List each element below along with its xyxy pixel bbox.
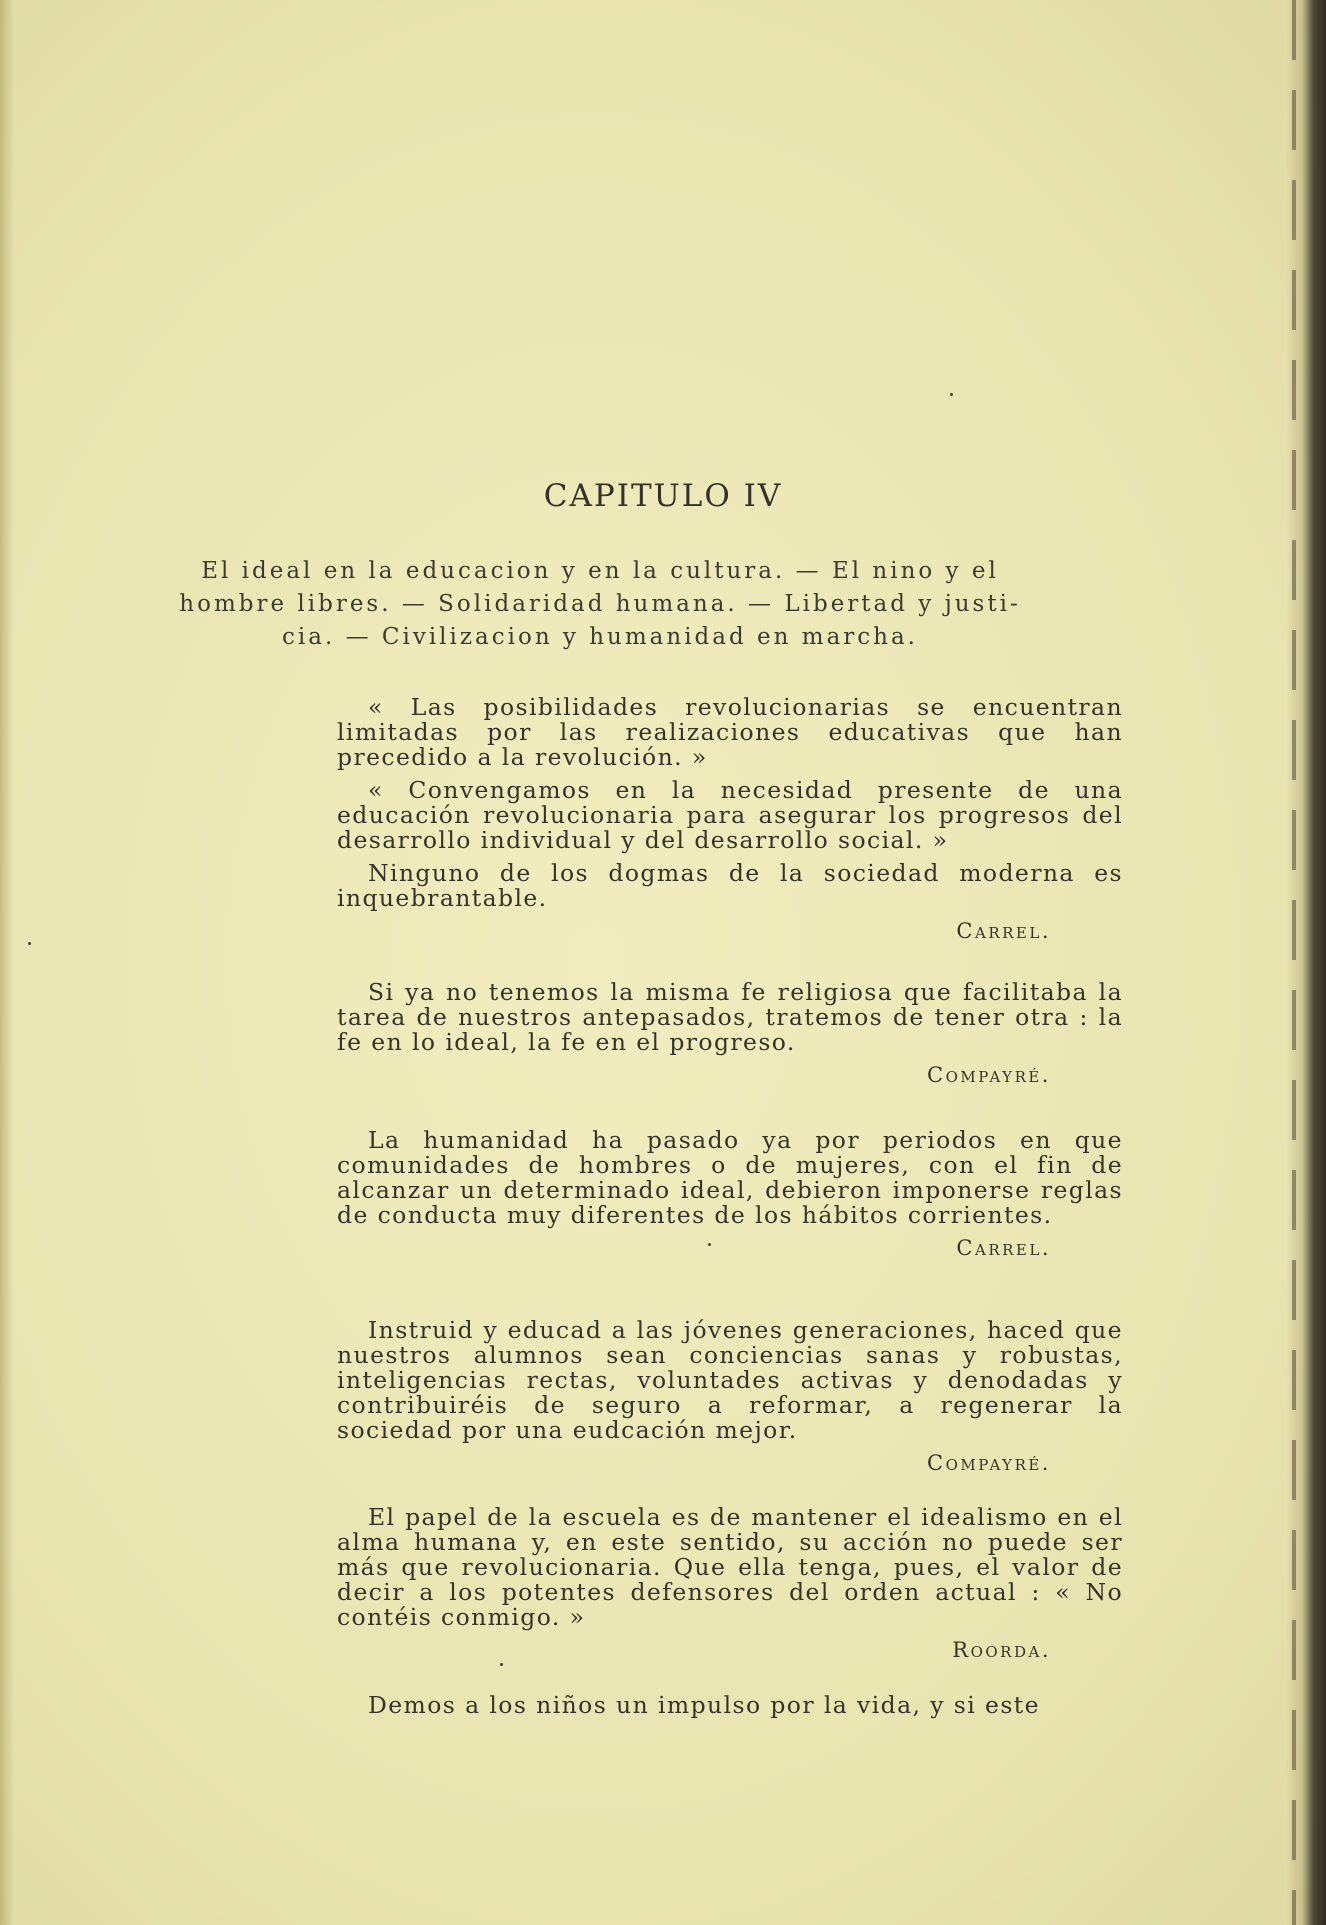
paper-speck (500, 1663, 503, 1666)
page-binding-edge (1286, 0, 1326, 1925)
paper-speck (708, 1243, 711, 1246)
quote-author: Roorda. (952, 1638, 1051, 1662)
quote-author: Compayré. (927, 1451, 1051, 1475)
quote-paragraph: « Convengamos en la necesidad presente de una educación revolucionaria para asegurar los progresos del desarrollo individual y del desarrollo social. » (337, 776, 1123, 854)
quote-paragraph: « Las posibilidades revolucionarias se encuentran limitadas por las realizaciones educativas que han precedido a la revolución. » (337, 693, 1123, 771)
summary-line: El ideal en la educacion y en la cultura. — El nino y el (201, 558, 999, 584)
epigraph-quote (337, 980, 1123, 1087)
quote-paragraph: Demos a los niños un impulso por la vida, y si este (368, 1691, 1040, 1719)
summary-line: cia. — Civilizacion y humanidad en marcha. (282, 624, 918, 650)
epigraph-quote (337, 1128, 1123, 1260)
summary-line: hombre libres. — Solidaridad humana. — Libertad y justi- (179, 591, 1021, 617)
quote-author: Carrel. (956, 919, 1051, 943)
epigraph-quote (337, 695, 1123, 943)
epigraph-quote (337, 1693, 1123, 1726)
quote-paragraph: El papel de la escuela es de mantener el idealismo en el alma humana y, en este sentido, su acción no puede ser más que revolucionaria. Que ella tenga, pues, el valor de decir a los potentes defensores del orden actual : « No contéis conmigo. » (337, 1503, 1123, 1631)
quote-author: Carrel. (956, 1236, 1051, 1260)
paper-speck (950, 393, 953, 396)
chapter-summary (80, 555, 1120, 654)
quote-paragraph: Instruid y educad a las jóvenes generaciones, haced que nuestros alumnos sean conciencias sanas y robustas, inteligencias rectas, voluntades activas y denodadas y contribuiréis de seguro a reformar, a regenerar la sociedad por una eudcación mejor. (337, 1316, 1123, 1444)
epigraph-quote (337, 1318, 1123, 1475)
quote-author: Compayré. (927, 1063, 1051, 1087)
paper-speck (28, 942, 31, 945)
page-left-edge (0, 0, 14, 1925)
quote-paragraph: La humanidad ha pasado ya por periodos en que comunidades de hombres o de mujeres, con el fin de alcanzar un determinado ideal, debieron imponerse reglas de conducta muy diferentes de los hábitos corrientes. (337, 1126, 1123, 1229)
quote-paragraph: Si ya no tenemos la misma fe religiosa que facilitaba la tarea de nuestros antepasados, tratemos de tener otra : la fe en lo ideal, la fe en el progreso. (337, 978, 1123, 1056)
quote-paragraph: Ninguno de los dogmas de la sociedad moderna es inquebrantable. (337, 859, 1123, 912)
chapter-title: CAPITULO IV (543, 478, 783, 514)
epigraph-quote (337, 1505, 1123, 1662)
